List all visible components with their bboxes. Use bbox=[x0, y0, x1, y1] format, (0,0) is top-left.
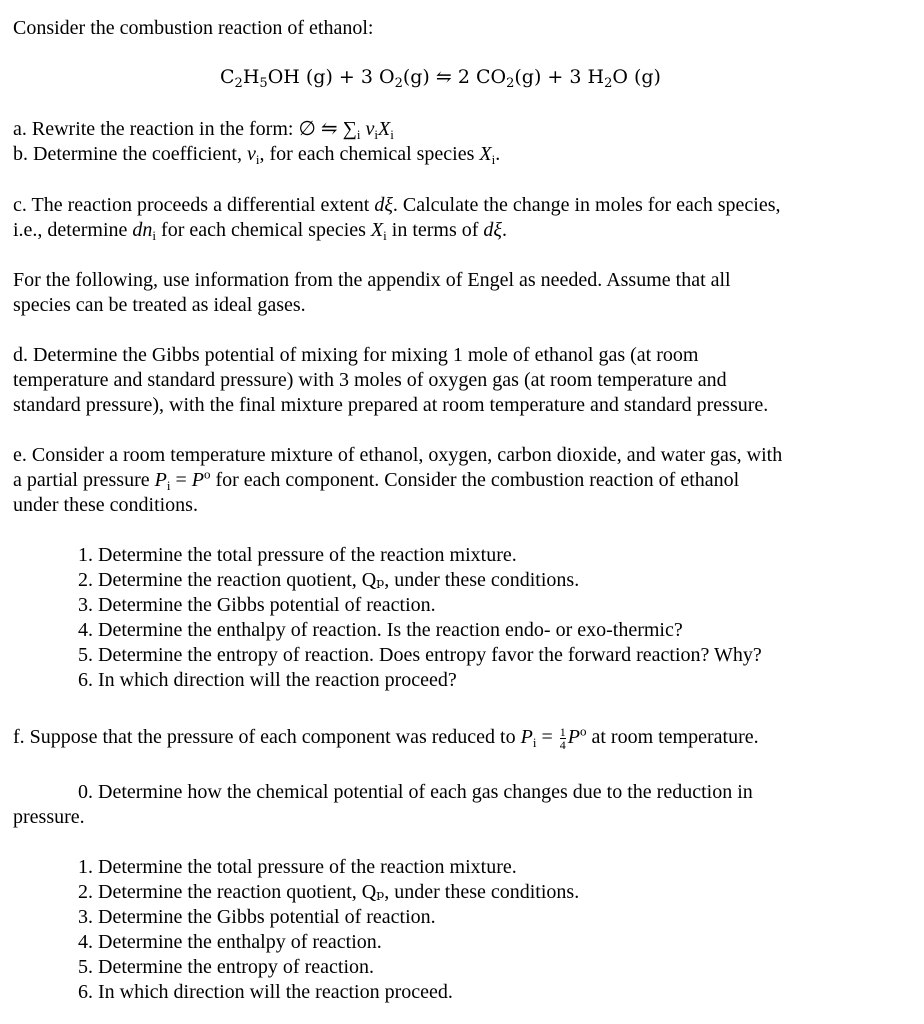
part-d-line: temperature and standard pressure) with 3 moles of oxygen gas (at room temperature and bbox=[13, 369, 727, 391]
part-e-line1: e. Consider a room temperature mixture of ethanol, oxygen, carbon dioxide, and water gas, with bbox=[13, 444, 783, 466]
part-c-line1: c. The reaction proceeds a differential extent dξ. Calculate the change in moles for each species, bbox=[13, 194, 781, 216]
part-f: f. Suppose that the pressure of each component was reduced to $P_i$ = $\frac{1}{4}$ $P^o$ at room temperature. bbox=[13, 723, 759, 752]
part-f-zero-cont: pressure. bbox=[13, 806, 85, 828]
list-item: 1. Determine the total pressure of the reaction mixture. bbox=[78, 544, 517, 566]
part-e-line3: under these conditions. bbox=[13, 494, 198, 516]
part-a: a. Rewrite the reaction in the form: ∅ ⇋ $\sum_i$ $v_iX_i$ bbox=[13, 118, 394, 142]
list-item: 4. Determine the enthalpy of reaction. Is the reaction endo- or exo-thermic? bbox=[78, 619, 683, 641]
list-item: 2. Determine the reaction quotient, Qₚ, under these conditions. bbox=[78, 881, 580, 903]
fraction: $\frac{1}{4}$ bbox=[559, 724, 566, 752]
intro-text: Consider the combustion reaction of ethanol: bbox=[13, 17, 374, 39]
list-item: 5. Determine the entropy of reaction. Does entropy favor the forward reaction? Why? bbox=[78, 644, 762, 666]
part-f-zero: 0. Determine how the chemical potential of each gas changes due to the reduction in bbox=[78, 781, 753, 803]
list-item: 3. Determine the Gibbs potential of reaction. bbox=[78, 594, 436, 616]
part-e-line2: a partial pressure $P_i = P^o$ for each component. Consider the combustion reaction of ethanol bbox=[13, 466, 740, 493]
list-item: 4. Determine the enthalpy of reaction. bbox=[78, 931, 382, 953]
part-b: b. Determine the coefficient, $v_i$, for each chemical species $X_i$. bbox=[13, 143, 501, 167]
list-item: 3. Determine the Gibbs potential of reaction. bbox=[78, 906, 436, 928]
info-line: For the following, use information from the appendix of Engel as needed. Assume that all bbox=[13, 269, 731, 291]
list-item: 5. Determine the entropy of reaction. bbox=[78, 956, 374, 978]
info-line: species can be treated as ideal gases. bbox=[13, 294, 306, 316]
list-item: 2. Determine the reaction quotient, Qₚ, under these conditions. bbox=[78, 569, 580, 591]
part-d-line: standard pressure), with the final mixture prepared at room temperature and standard pressure. bbox=[13, 394, 769, 416]
part-c-line2: i.e., determine $dn_i$ for each chemical species $X_i$ in terms of dξ. bbox=[13, 219, 507, 243]
list-item: 6. In which direction will the reaction proceed? bbox=[78, 669, 457, 691]
part-d-line: d. Determine the Gibbs potential of mixing for mixing 1 mole of ethanol gas (at room bbox=[13, 344, 699, 366]
list-item: 1. Determine the total pressure of the reaction mixture. bbox=[78, 856, 517, 878]
list-item: 6. In which direction will the reaction proceed. bbox=[78, 981, 453, 1003]
reaction-equation: $C_2H_5OH$ (g) + 3 $O_2(g)$ ⇋ 2 $CO_2(g) + 3$ $H_2O$ (g) bbox=[220, 66, 661, 91]
